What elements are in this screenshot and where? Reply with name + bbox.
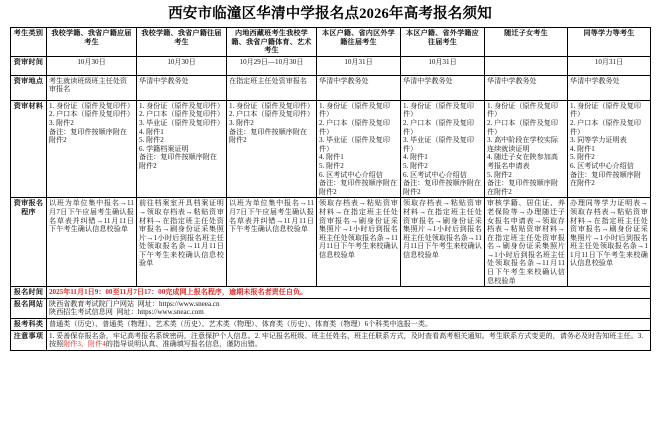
procedure-c7: 办理同等学力证明表→领取存档表→粘贴资审材料→在指定班主任处资审报名→刷身份证采集照片→1小时后到报名班主任处领取报名条→11月11日下午考生来校确认信息校验单 bbox=[568, 198, 651, 287]
material-item: 1. 身份证（原件及复印件） bbox=[319, 101, 390, 119]
row-label-signup-time-text: 报名时间 bbox=[13, 288, 44, 297]
website-line-2 bbox=[49, 308, 648, 317]
material-item: 备注：复印件按顺序附在附件2 bbox=[229, 127, 308, 145]
review-place-row bbox=[11, 75, 651, 100]
website-label-1: 网址： bbox=[137, 299, 159, 308]
procedure-c2: 前往档案室开具档案证明→领取存档表→粘贴资审材料→在指定班主任处资审报名→刷身份证采集照片→1小时后到报名班主任处领取报名条→11月11日下午考生来校确认信息校验单 bbox=[137, 198, 227, 287]
signup-time-text: 2025年11月1日9：00至11月7日17：00完成网上报名程序，逾期未报名者责任自负。 bbox=[49, 288, 308, 297]
procedure-c3: 以班为单位集中报名→11月7日下午应届考生确认报名草表并纠错→11月11日下午考生确认信息校验单 bbox=[227, 198, 317, 287]
website-url-2[interactable]: https://www.sneac.com bbox=[137, 308, 204, 317]
material-item: 5. 附件2 bbox=[139, 136, 164, 145]
column-header-c3: 内地西藏班考生我校学籍、我省户籍体育、艺术考生 bbox=[227, 28, 317, 57]
row-label-category-l1: 考生类别 bbox=[13, 29, 44, 37]
material-item: 4. 附件1 bbox=[570, 144, 595, 153]
procedure-row bbox=[11, 198, 651, 287]
column-header-c6: 随迁子女考生 bbox=[485, 28, 568, 57]
column-header-c5: 本区户籍、省外学籍应往届考生 bbox=[401, 28, 485, 57]
material-item: 备注：复印件按顺序附在附件2 bbox=[49, 127, 128, 145]
notes-value bbox=[47, 330, 651, 350]
review-time-c6 bbox=[485, 56, 568, 75]
material-item: 2. 户口本（原件及复印件） bbox=[319, 118, 390, 136]
row-label-materials-text: 资审材料 bbox=[13, 101, 44, 110]
material-item: 4. 附件1 bbox=[403, 153, 428, 162]
website-row bbox=[11, 298, 651, 318]
materials-c6 bbox=[485, 100, 568, 198]
material-item: 备注：复印件按顺序附在附件2 bbox=[403, 179, 482, 196]
column-header-c4: 本区户籍、省内区外学籍往届考生 bbox=[317, 28, 401, 57]
material-item: 1. 身份证（原件及复印件） bbox=[49, 101, 135, 110]
website-url-1[interactable]: https://www.sneea.cn bbox=[158, 299, 220, 308]
materials-c7 bbox=[568, 100, 651, 198]
material-item: 3. 附件2 bbox=[229, 118, 254, 127]
material-item: 2. 户口本（原件及复印件） bbox=[570, 118, 641, 136]
material-item: 5. 附件2 bbox=[319, 161, 344, 170]
review-time-c3: 10月29日—10月30日 bbox=[227, 56, 317, 75]
row-label-materials bbox=[11, 100, 47, 198]
material-item: 备注：复印件按顺序附在附件2 bbox=[487, 179, 558, 196]
materials-row bbox=[11, 100, 651, 198]
signup-time-value bbox=[47, 287, 651, 299]
notes-part-2: 的指导说明认真、准确填写报名信息，谨防出错。 bbox=[105, 340, 262, 349]
materials-list-c2 bbox=[139, 102, 224, 171]
material-item: 1. 身份证（原件及复印件） bbox=[139, 101, 225, 110]
row-label-review-time: 资审时间 bbox=[11, 56, 47, 75]
material-item: 2. 户口本（原件及复印件） bbox=[487, 118, 558, 136]
row-label-review-place: 资审地点 bbox=[11, 75, 47, 100]
review-time-c5: 10月31日 bbox=[401, 56, 485, 75]
material-item: 备注：复印件按顺序附在附件2 bbox=[319, 179, 398, 196]
materials-c1 bbox=[47, 100, 137, 198]
procedure-c6: 审核学籍、居住证、养老保险等→办理随迁子女报名申请表→领取存档表→粘贴资审材料→在指定班主任处资审报名→刷身份证采集照片→1小时后到报名班主任处领取报名条→11月11日下午考生来校确认信息校验单 bbox=[485, 198, 568, 287]
subject-row bbox=[11, 319, 651, 331]
materials-c5 bbox=[401, 100, 485, 198]
materials-list-c4 bbox=[319, 102, 398, 197]
review-place-c4: 华清中学教务处 bbox=[317, 75, 401, 100]
notes-row bbox=[11, 330, 651, 350]
materials-list-c7 bbox=[570, 102, 648, 188]
notes-attachment-ref-3: 附件3、 bbox=[63, 340, 89, 349]
column-header-c7: 同等学力等考生 bbox=[568, 28, 651, 57]
material-item: 3. 毕业证（原件及复印件） bbox=[319, 136, 390, 153]
row-label-notes bbox=[11, 330, 47, 350]
material-item: 1. 身份证（原件及复印件） bbox=[229, 101, 315, 110]
review-time-c2: 10月30日 bbox=[137, 56, 227, 75]
material-item: 5. 附件2 bbox=[487, 170, 512, 179]
material-item: 备注：复印件按顺序附在附件2 bbox=[570, 170, 641, 188]
row-label-subject-text: 报考科类 bbox=[13, 320, 44, 329]
review-time-c1: 10月30日 bbox=[47, 56, 137, 75]
material-item: 3. 毕业证（原件及复印件） bbox=[139, 118, 225, 127]
review-time-row bbox=[11, 56, 651, 75]
review-time-c4: 10月31日 bbox=[317, 56, 401, 75]
material-item: 3. 高中阶段在学校实际连续就读证明 bbox=[487, 136, 558, 153]
procedure-c4: 领取存档表→粘贴资审材料→在指定班主任处资审报名→刷身份证采集照片→1小时后到报名班主任处领取报名条→11月11日下午考生来校确认信息校验单 bbox=[317, 198, 401, 287]
subject-value: 普通类（历史）、普通类（物理）、艺术类（历史）、艺术类（物理）、体育类（历史）、体育类（物理）6个科类中选报一类。 bbox=[47, 319, 651, 331]
material-item: 5. 附件2 bbox=[570, 153, 595, 162]
review-place-c5: 华清中学教务处 bbox=[401, 75, 485, 100]
material-item: 6. 区考试中心介绍信 bbox=[319, 170, 383, 179]
table-header-row bbox=[11, 28, 651, 57]
material-item: 3. 同等学力证明表 bbox=[570, 136, 627, 145]
material-item: 1. 身份证（原件及复印件） bbox=[403, 101, 474, 119]
review-place-c2: 华清中学教务处 bbox=[137, 75, 227, 100]
notes-attachment-ref-4: 附件4 bbox=[88, 340, 106, 349]
material-item: 备注：复印件按顺序附在附件2 bbox=[139, 153, 218, 170]
website-name-2: 陕西招生考试信息网 bbox=[49, 308, 113, 317]
website-value bbox=[47, 298, 651, 318]
registration-notice-table bbox=[10, 27, 651, 351]
material-item: 2. 户口本（原件及复印件） bbox=[229, 110, 315, 119]
materials-c3 bbox=[227, 100, 317, 198]
row-label-procedure bbox=[11, 198, 47, 287]
material-item: 6. 区考试中心介绍信 bbox=[403, 170, 467, 179]
material-item: 4. 附件1 bbox=[319, 153, 344, 162]
website-name-1: 陕西省教育考试院门户网站 bbox=[49, 299, 135, 308]
website-label-2: 网址： bbox=[116, 308, 138, 317]
row-label-signup-time bbox=[11, 287, 47, 299]
review-time-c7: 10月31日 bbox=[568, 56, 651, 75]
procedure-c5: 领取存档表→粘贴资审材料→在指定班主任处资审报名→刷身份证采集照片→1小时后到报名班主任处领取报名条→11月11日下午考生来校确认信息校验单 bbox=[401, 198, 485, 287]
material-item: 2. 户口本（原件及复印件） bbox=[139, 110, 225, 119]
row-label-website-text: 报名网站 bbox=[13, 299, 44, 308]
column-header-c2: 我校学籍、我省户籍往届考生 bbox=[137, 28, 227, 57]
review-place-c7: 华清中学教务处 bbox=[568, 75, 651, 100]
material-item: 6. 学籍档案证明 bbox=[139, 144, 189, 153]
material-item: 5. 附件2 bbox=[403, 161, 428, 170]
row-label-notes-text: 注意事项 bbox=[13, 331, 44, 340]
row-label-procedure-text: 资审报名程序 bbox=[13, 199, 44, 216]
material-item: 2. 户口本（原件及复印件） bbox=[49, 110, 135, 119]
page-title: 西安市临潼区华清中学报名点2026年高考报名须知 bbox=[168, 6, 492, 22]
material-item: 1. 身份证（原件及复印件） bbox=[487, 101, 558, 119]
materials-c4 bbox=[317, 100, 401, 198]
procedure-c1: 以班为单位集中报名→11月7日下午应届考生确认报名草表并纠错→11月11日下午考生确认信息校验单 bbox=[47, 198, 137, 287]
material-item: 4. 随迁子女在陕参加高考报名申请表 bbox=[487, 153, 558, 170]
materials-list-c6 bbox=[487, 102, 565, 197]
review-place-c6: 华清中学教务处 bbox=[485, 75, 568, 100]
signup-time-row bbox=[11, 287, 651, 299]
materials-list-c1 bbox=[49, 102, 134, 145]
material-item: 3. 附件2 bbox=[49, 118, 74, 127]
material-item: 3. 毕业证（原件及复印件） bbox=[403, 136, 474, 153]
materials-list-c3 bbox=[229, 102, 314, 145]
row-label-website bbox=[11, 298, 47, 318]
material-item: 2. 户口本（原件及复印件） bbox=[403, 118, 474, 136]
row-label-category bbox=[11, 28, 47, 57]
review-place-c3: 在指定班主任处资审报名 bbox=[227, 75, 317, 100]
materials-c2 bbox=[137, 100, 227, 198]
column-header-c1: 我校学籍、我省户籍应届考生 bbox=[47, 28, 137, 57]
row-label-subject bbox=[11, 319, 47, 331]
notes-part-1: 1. 妥善保存报名条，牢记高考报名系统密码，注意保护个人信息。2. 牢记报名班级、班主任姓名、班主任联系方式，及时查看高考相关通知。考生联系方式变更的，请务必及时告知班主任。3. 按照 bbox=[49, 331, 644, 349]
material-item: 1. 身份证（原件及复印件） bbox=[570, 101, 641, 119]
material-item: 4. 附件1 bbox=[139, 127, 164, 136]
material-item: 6. 区考试中心介绍信 bbox=[570, 161, 634, 170]
materials-list-c5 bbox=[403, 102, 482, 197]
review-place-c1: 考生就读班级班主任处资审报名 bbox=[47, 75, 137, 100]
